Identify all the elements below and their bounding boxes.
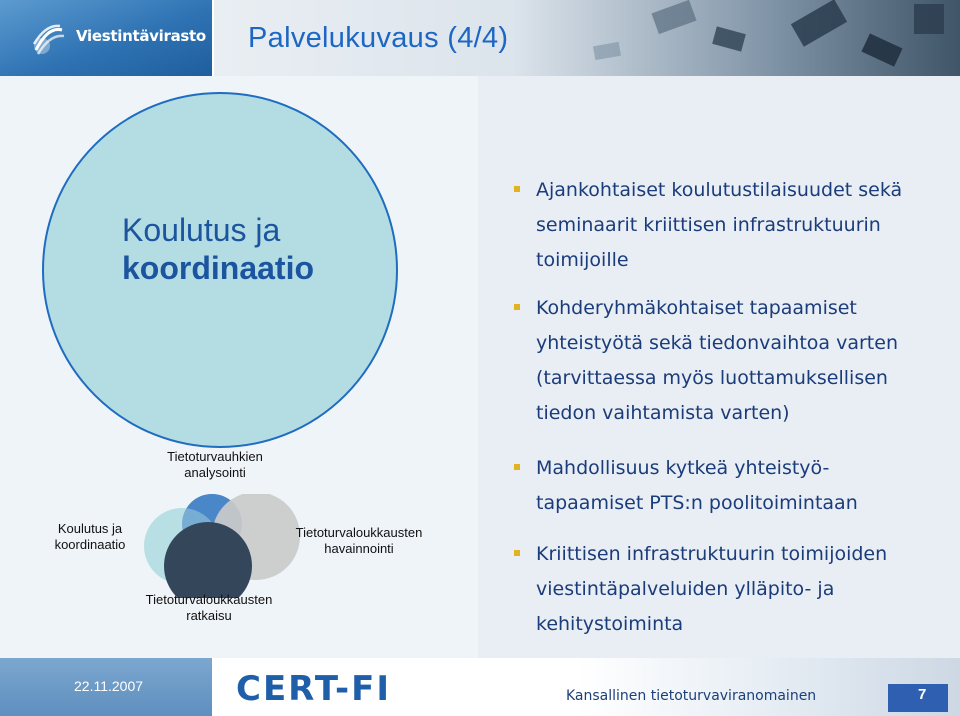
process-diagram xyxy=(120,494,300,598)
diagram-label-right-line2: havainnointi xyxy=(324,541,394,556)
bullet-line: kehitystoiminta xyxy=(536,613,684,635)
diagram-label-bottom-line1: Tietoturvaloukkausten xyxy=(145,592,273,607)
diagram-label-right-line1: Tietoturvaloukkausten xyxy=(295,525,423,540)
bullet-line: seminaarit kriittisen infrastruktuurin xyxy=(536,214,881,236)
cert-fi-logo-text: CERT-FI xyxy=(236,670,392,706)
bullet-line: (tarvittaessa myös luottamuksellisen xyxy=(536,367,888,389)
cert-fi-logo-icon xyxy=(236,670,452,706)
footer-date: 22.11.2007 xyxy=(74,678,144,694)
main-topic-line2: koordinaatio xyxy=(122,250,315,286)
bullet-line: tiedon vaihtamista varten) xyxy=(536,402,790,424)
agency-name: Viestintävirasto xyxy=(76,27,206,45)
bullet-line: Kohderyhmäkohtaiset tapaamiset xyxy=(536,297,857,319)
bullet-line: tapaamiset PTS:n poolitoimintaan xyxy=(536,492,858,514)
main-topic-line1: Koulutus ja xyxy=(122,212,281,248)
diagram-label-top-line2: analysointi xyxy=(184,465,246,480)
diagram-label-right xyxy=(284,525,434,557)
diagram-label-left-line2: koordinaatio xyxy=(54,537,126,552)
bullet-line: Mahdollisuus kytkeä yhteistyö- xyxy=(536,457,830,479)
diagram-label-top xyxy=(150,449,280,481)
bullet-square-icon xyxy=(514,550,520,556)
diagram-label-left xyxy=(44,521,136,553)
cert-fi-logo xyxy=(236,670,452,710)
bullet-square-icon xyxy=(514,186,520,192)
diagram-label-bottom xyxy=(134,592,284,624)
diagram-label-left-line1: Koulutus ja xyxy=(57,521,123,536)
bullet-line: Ajankohtaiset koulutustilaisuudet sekä xyxy=(536,179,903,201)
diagram-label-bottom-line2: ratkaisu xyxy=(186,608,232,623)
bullet-line: yhteistyötä sekä tiedonvaihtoa varten xyxy=(536,332,898,354)
slide-title: Palvelukuvaus (4/4) xyxy=(248,22,509,54)
bullet-line: Kriittisen infrastruktuurin toimijoiden xyxy=(536,543,888,565)
bullet-square-icon xyxy=(514,304,520,310)
agency-logo-icon xyxy=(28,20,68,60)
page-number: 7 xyxy=(918,686,927,703)
footer-agency-name: Kansallinen tietoturvaviranomainen xyxy=(566,688,817,704)
bullet-line: viestintäpalveluiden ylläpito- ja xyxy=(536,578,835,600)
diagram-label-top-line1: Tietoturvauhkien xyxy=(167,449,263,464)
bullet-square-icon xyxy=(514,464,520,470)
bullet-line: toimijoille xyxy=(536,249,629,271)
